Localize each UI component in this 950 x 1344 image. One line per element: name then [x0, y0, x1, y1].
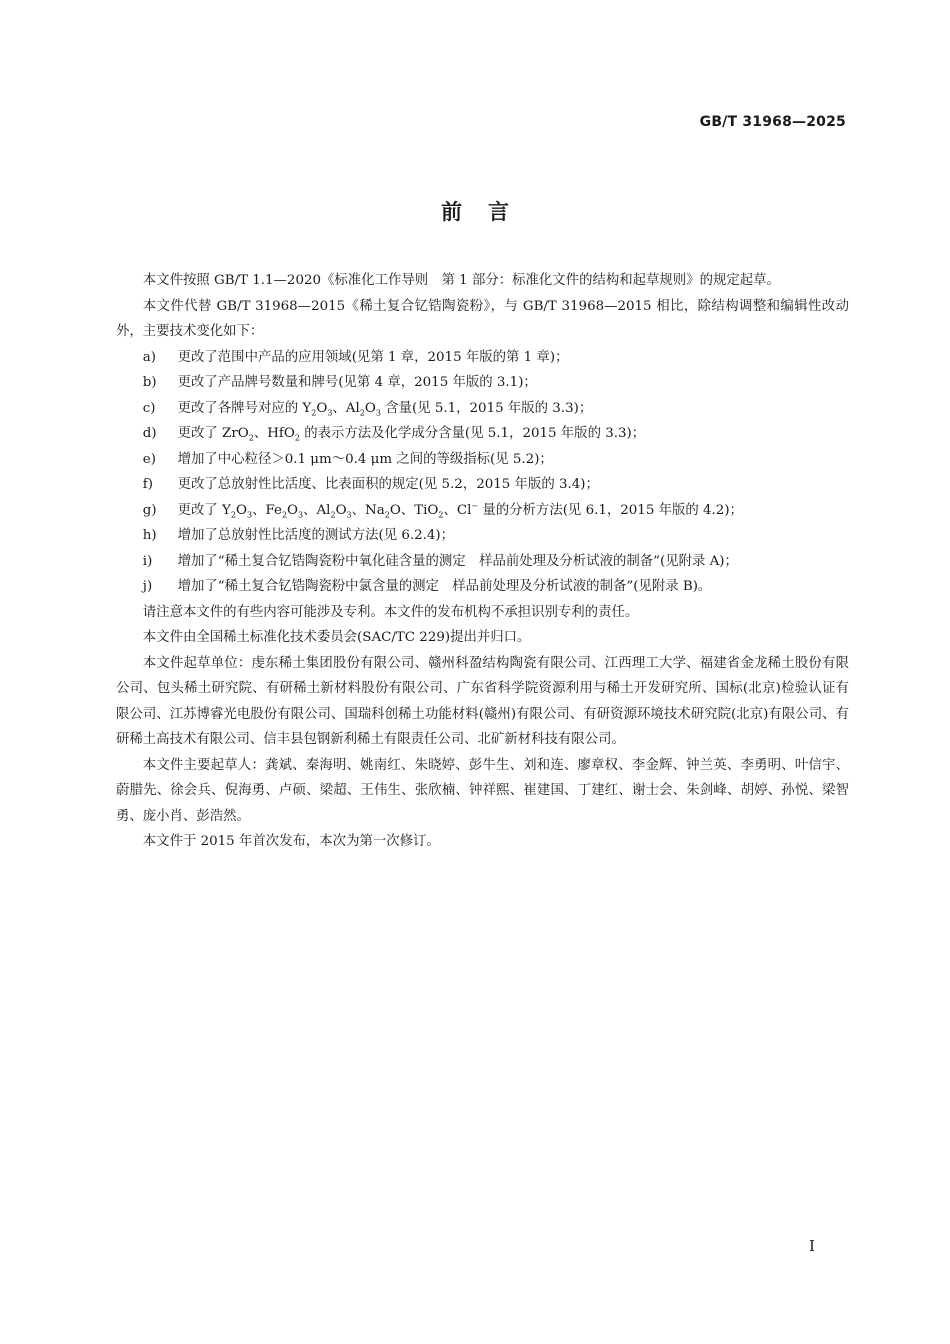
list-item-label: g) — [142, 502, 157, 518]
paragraph-committee: 本文件由全国稀土标准化技术委员会(SAC/TC 229)提出并归口。 — [142, 630, 531, 645]
list-item — [116, 370, 849, 396]
list-item-label: c) — [142, 400, 156, 416]
list-item — [116, 472, 849, 498]
list-item — [116, 549, 849, 575]
list-item-text: 更改了总放射性比活度、比表面积的规定(见 5.2，2015 年版的 3.4)； — [177, 477, 599, 492]
list-item-text: 更改了范围中产品的应用领域(见第 1 章，2015 年版的第 1 章)； — [177, 349, 569, 365]
paragraph-drafters: 本文件主要起草人：龚斌、秦海明、姚南红、朱晓婷、彭牛生、刘和连、廖章权、李金辉、钟兰英、李勇明、叶信宇、蔚腊先、徐会兵、倪海勇、卢硕、梁超、王伟生、张欣楠、钟祥熙、崔建国、丁建红、谢士会、朱剑峰、胡婷、孙悦、梁智勇、庞小肖、彭浩然。 — [116, 757, 849, 824]
list-item-label: i) — [142, 553, 153, 569]
list-item — [116, 447, 849, 473]
page-title: 前言 — [441, 200, 535, 224]
paragraph-drafting-units: 本文件起草单位：虔东稀土集团股份有限公司、赣州科盈结构陶瓷有限公司、江西理工大学、福建省金龙稀土股份有限公司、包头稀土研究院、有研稀土新材料股份有限公司、广东省科学院资源利用与稀土开发研究所、国标(北京)检验认证有限公司、江苏博睿光电股份有限公司、国瑞科创稀土功能材料(赣州)有限公司、有研资源环境技术研究院(北京)有限公司、有研稀土高技术有限公司、信丰县包钢新利稀土有限责任公司、北矿新材科技有限公司。 — [116, 655, 849, 747]
paragraph-drafting-rules: 本文件按照 GB/T 1.1—2020《标准化工作导则 第 1 部分：标准化文件的结构和起草规则》的规定起草。 — [142, 273, 780, 288]
list-item-label: b) — [142, 375, 157, 390]
document-body — [116, 268, 849, 855]
list-item — [116, 523, 849, 549]
list-item-label: a) — [142, 349, 157, 365]
paragraph-history: 本文件于 2015 年首次发布，本次为第一次修订。 — [142, 834, 440, 849]
list-item-text: 更改了 $Y_2O_3$、$Fe_2O_3$、$Al_2O_3$、$Na_2O$、TiO$_2$、Cl− 量的分析方法(见 6.1，2015 年版的 4.2)； — [177, 501, 743, 520]
standard-number: GB/T 31968—2025 — [699, 114, 846, 130]
list-item — [116, 498, 849, 524]
list-item — [116, 574, 849, 600]
list-item-text: 更改了 ZrO$_2$、HfO$_2$ 的表示方法及化学成分含量(见 5.1，2015 年版的 3.3)； — [177, 426, 646, 443]
list-item-text: 增加了“稀土复合钇锆陶瓷粉中氧化硅含量的测定 样品前处理及分析试液的制备”(见附录 A)； — [177, 553, 738, 569]
paragraph-replacement: 本文件代替 GB/T 31968—2015《稀土复合钇锆陶瓷粉》，与 GB/T 31968—2015 相比，除结构调整和编辑性改动外，主要技术变化如下： — [116, 298, 849, 339]
list-item-text: 更改了产品牌号数量和牌号(见第 4 章，2015 年版的 3.1)； — [177, 375, 537, 390]
list-item-text: 增加了总放射性比活度的测试方法(见 6.2.4)； — [177, 528, 455, 543]
list-item — [116, 345, 849, 371]
list-item-text: 增加了“稀土复合钇锆陶瓷粉中氯含量的测定 样品前处理及分析试液的制备”(见附录 B)。 — [177, 579, 712, 594]
list-item-label: h) — [142, 528, 157, 543]
list-item-text: 更改了各牌号对应的 $Y_2O_3$、$Al_2O_3$ 含量(见 5.1，2015 年版的 3.3)； — [177, 400, 593, 418]
page-number: I — [809, 1237, 815, 1255]
list-item-label: e) — [142, 451, 156, 467]
list-item-label: f) — [142, 477, 153, 492]
list-item-label: d) — [142, 426, 157, 441]
list-item-label: j) — [142, 579, 153, 594]
list-item — [116, 421, 849, 447]
list-item — [116, 396, 849, 422]
paragraph-patent-notice: 请注意本文件的有些内容可能涉及专利。本文件的发布机构不承担识别专利的责任。 — [142, 604, 639, 620]
list-item-text: 增加了中心粒径＞0.1 μm～0.4 μm 之间的等级指标(见 5.2)； — [177, 451, 553, 467]
